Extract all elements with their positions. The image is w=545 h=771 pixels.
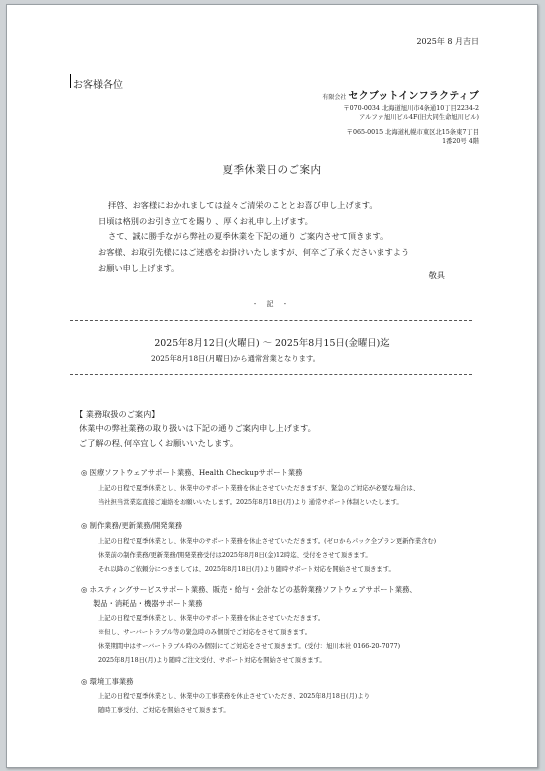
item-heading-hosting-cont: 製品・消耗品・機器サポート業務 [93,599,203,608]
holiday-period: 2025年8月12日(火曜日) 〜 2025年8月15日(金曜日)迄 [154,338,390,349]
item-line: 上記の日程で夏季休業とし、休業中の工事業務を休止させていただき、2025年8月18日(月)より [98,693,370,700]
item-line: 休業期間中はサーバートラブル時のみ個別にてご対応をさせて頂きます。(受付：旭川本社 0166-20-7077) [98,643,401,650]
item-line: 休業前の制作業務/更新業務/開発業務受付は2025年8月8日(金)12時迄、受付をさせて頂きます。 [98,552,372,559]
item-line: ※但し、サーバートラブル等の緊急時のみ個別でご対応をさせて頂きます。 [98,629,312,636]
greeting-line: お願い申し上げます。 [98,263,180,273]
address-sapporo-line2: 1番20号 4階 [442,137,479,145]
item-line: それ以降のご依頼分につきましては、2025年8月18日(月)より随時サポート対応を開始させて頂きます。 [98,566,395,573]
item-line: 上記の日程で夏季休業とし、休業中のサポート業務を休止させていただきますが、緊急のご対応が必要な場合は、 [98,485,420,492]
issue-date: 2025年 8 月吉日 [416,37,479,46]
divider-top [70,320,472,321]
addressee: お客様各位 [73,80,123,91]
address-asahikawa-line1: 〒070-0034 北海道旭川市4条通10丁目2234-2 [343,105,479,112]
address-sapporo-line1: 〒065-0015 北海道札幌市東区北15条東7丁目 [346,129,479,136]
resume-notice: 2025年8月18日(月曜日)から通常営業となります。 [151,354,320,363]
address-asahikawa-line2: アルファ旭川ビル4F(旧大同生命旭川ビル) [359,113,479,121]
item-heading-construction: ◎ 環境工事業務 [81,677,134,686]
greeting-line: 日頃は格別のお引き立てを賜り 、厚くお礼申し上げます。 [98,216,313,226]
item-heading-medical: ◎ 医療ソフトウェアサポート業務、Health Checkupサポート業務 [81,468,303,477]
text-cursor [70,74,71,88]
item-line: 当社担当営業迄直接ご連絡をお願いいたします。2025年8月18日(月)より 通常サポート体制といたします。 [98,499,403,506]
greeting-line: さて、誠に勝手ながら弊社の夏季休業を下記の通り ご案内させて頂きます。 [108,231,389,241]
company-prefix: 有限会社 [322,94,347,101]
item-line: 随時工事受付、ご対応を開始させて頂きます。 [98,707,230,714]
section-heading: 【 業務取扱のご案内】 [75,409,160,419]
document-title: 夏季休業日のご案内 [222,164,322,176]
section-intro-line: ご了解の程､何卒宜しくお願いいたします。 [79,438,239,448]
item-heading-production: ◎ 制作業務/更新業務/開発業務 [81,521,183,530]
closing-keigu: 敬具 [428,270,445,280]
address-sapporo [347,129,479,146]
section-intro-line: 休業中の弊社業務の取り扱いは下記の通りご案内申し上げます。 [79,423,316,433]
greeting-line: 拝啓、お客様におかれましては益々ご清栄のこととお喜び申し上げます。 [108,200,378,210]
company-logo-text: セクブットインフラクティブ [348,91,479,102]
item-heading-hosting: ◎ ホスティングサービスサポート業務、販売・給与・会計などの基幹業務ソフトウェアサポート業務、 [81,585,417,594]
item-line: 上記の日程で夏季休業とし、休業中のサポート業務を休止させていただきます。(ゼロからパック全プラン更新作業含む) [98,538,437,545]
divider-bottom [70,374,472,375]
address-asahikawa [343,105,479,122]
company-name-block [322,87,479,102]
item-line: 2025年8月18日(月)より随時ご注文受付、サポート対応を開始させて頂きます。 [98,657,326,664]
greeting-line: お客様、お取引先様にはご迷惑をお掛けいたしますが、何卒ご了承くださいますよう [98,247,410,257]
ki-marker: - 記 - [253,300,291,308]
item-line: 上記の日程で夏季休業とし、休業中のサポート業務を休止させていただきます。 [98,615,325,622]
document-page [6,4,538,768]
